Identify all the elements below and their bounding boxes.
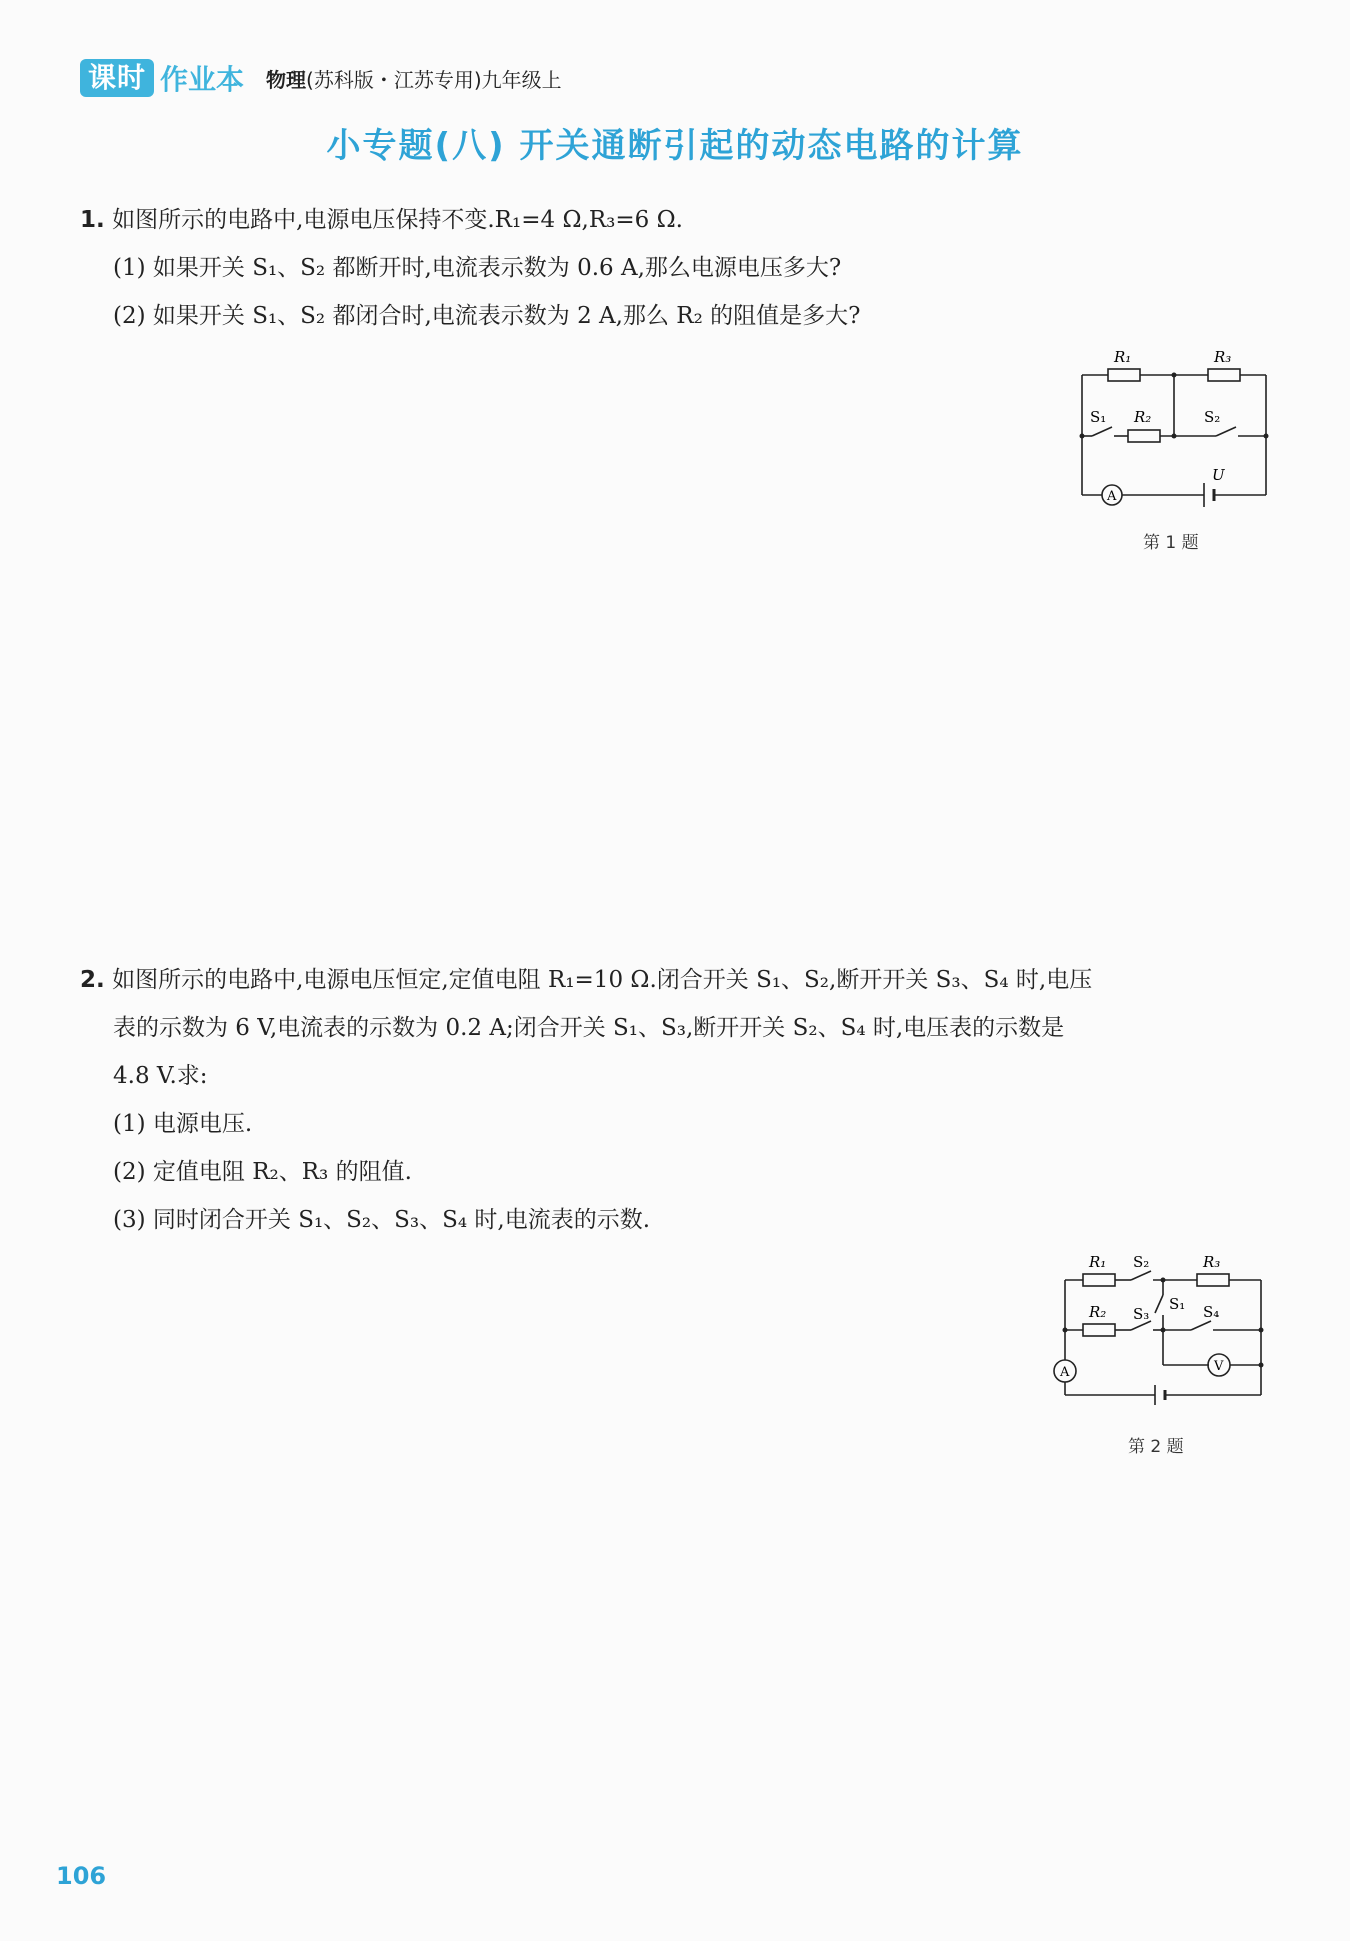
label-r3: R₃ <box>1214 348 1232 366</box>
label-s2: S₂ <box>1204 408 1221 426</box>
subject-line <box>266 64 562 93</box>
book-logo-text: 作业本 <box>160 63 245 96</box>
subject-edition: (苏科版・江苏专用)九年级上 <box>306 67 562 92</box>
question-2-number: 2. <box>80 967 105 993</box>
label-r1: R₁ <box>1114 348 1132 366</box>
book-logo: 课时 <box>80 59 154 97</box>
page-title: 小专题(八) 开关通断引起的动态电路的计算 <box>326 126 1024 166</box>
question-1-part-2: (2) 如果开关 S₁、S₂ 都闭合时,电流表示数为 2 A,那么 R₂ 的阻值是多大? <box>113 303 861 329</box>
label-s1: S₁ <box>1169 1295 1186 1313</box>
page-number: 106 <box>56 1862 107 1890</box>
circuit-diagram-1 <box>1070 340 1290 510</box>
question-2-line-1: 如图所示的电路中,电源电压恒定,定值电阻 R₁=10 Ω.闭合开关 S₁、S₂,断开开关 S₃、S₄ 时,电压 <box>112 967 1093 993</box>
label-r3: R₃ <box>1203 1253 1221 1271</box>
label-r1: R₁ <box>1089 1253 1107 1271</box>
book-header <box>80 58 562 98</box>
question-2-line-3: 4.8 V.求: <box>113 1063 208 1089</box>
label-r2: R₂ <box>1089 1303 1107 1321</box>
label-s4: S₄ <box>1203 1303 1220 1321</box>
question-2-part-2: (2) 定值电阻 R₂、R₃ 的阻值. <box>113 1159 412 1185</box>
question-2-part-1: (1) 电源电压. <box>113 1111 253 1137</box>
question-2-line-2: 表的示数为 6 V,电流表的示数为 0.2 A;闭合开关 S₁、S₃,断开开关 S₂、S₄ 时,电压表的示数是 <box>113 1015 1065 1041</box>
question-2 <box>80 956 1280 1244</box>
subject-name: 物理 <box>266 67 307 92</box>
question-1-part-1: (1) 如果开关 S₁、S₂ 都断开时,电流表示数为 0.6 A,那么电源电压多大? <box>113 255 842 281</box>
ammeter-label: A <box>1060 1365 1070 1380</box>
label-s2: S₂ <box>1133 1253 1150 1271</box>
question-2-part-3: (3) 同时闭合开关 S₁、S₂、S₃、S₄ 时,电流表的示数. <box>113 1207 651 1233</box>
question-1-number: 1. <box>80 207 105 233</box>
ammeter-label: A <box>1107 489 1117 504</box>
circuit-diagram-2 <box>1045 1245 1275 1415</box>
figure-1-caption: 第 1 题 <box>1143 533 1199 553</box>
label-r2: R₂ <box>1134 408 1152 426</box>
figure-2-caption: 第 2 题 <box>1128 1437 1184 1457</box>
label-u: U <box>1212 466 1225 484</box>
voltmeter-label: V <box>1214 1359 1224 1374</box>
question-1-stem: 如图所示的电路中,电源电压保持不变.R₁=4 Ω,R₃=6 Ω. <box>112 207 683 233</box>
label-s3: S₃ <box>1133 1305 1150 1323</box>
question-1 <box>80 196 1280 340</box>
label-s1: S₁ <box>1090 408 1107 426</box>
